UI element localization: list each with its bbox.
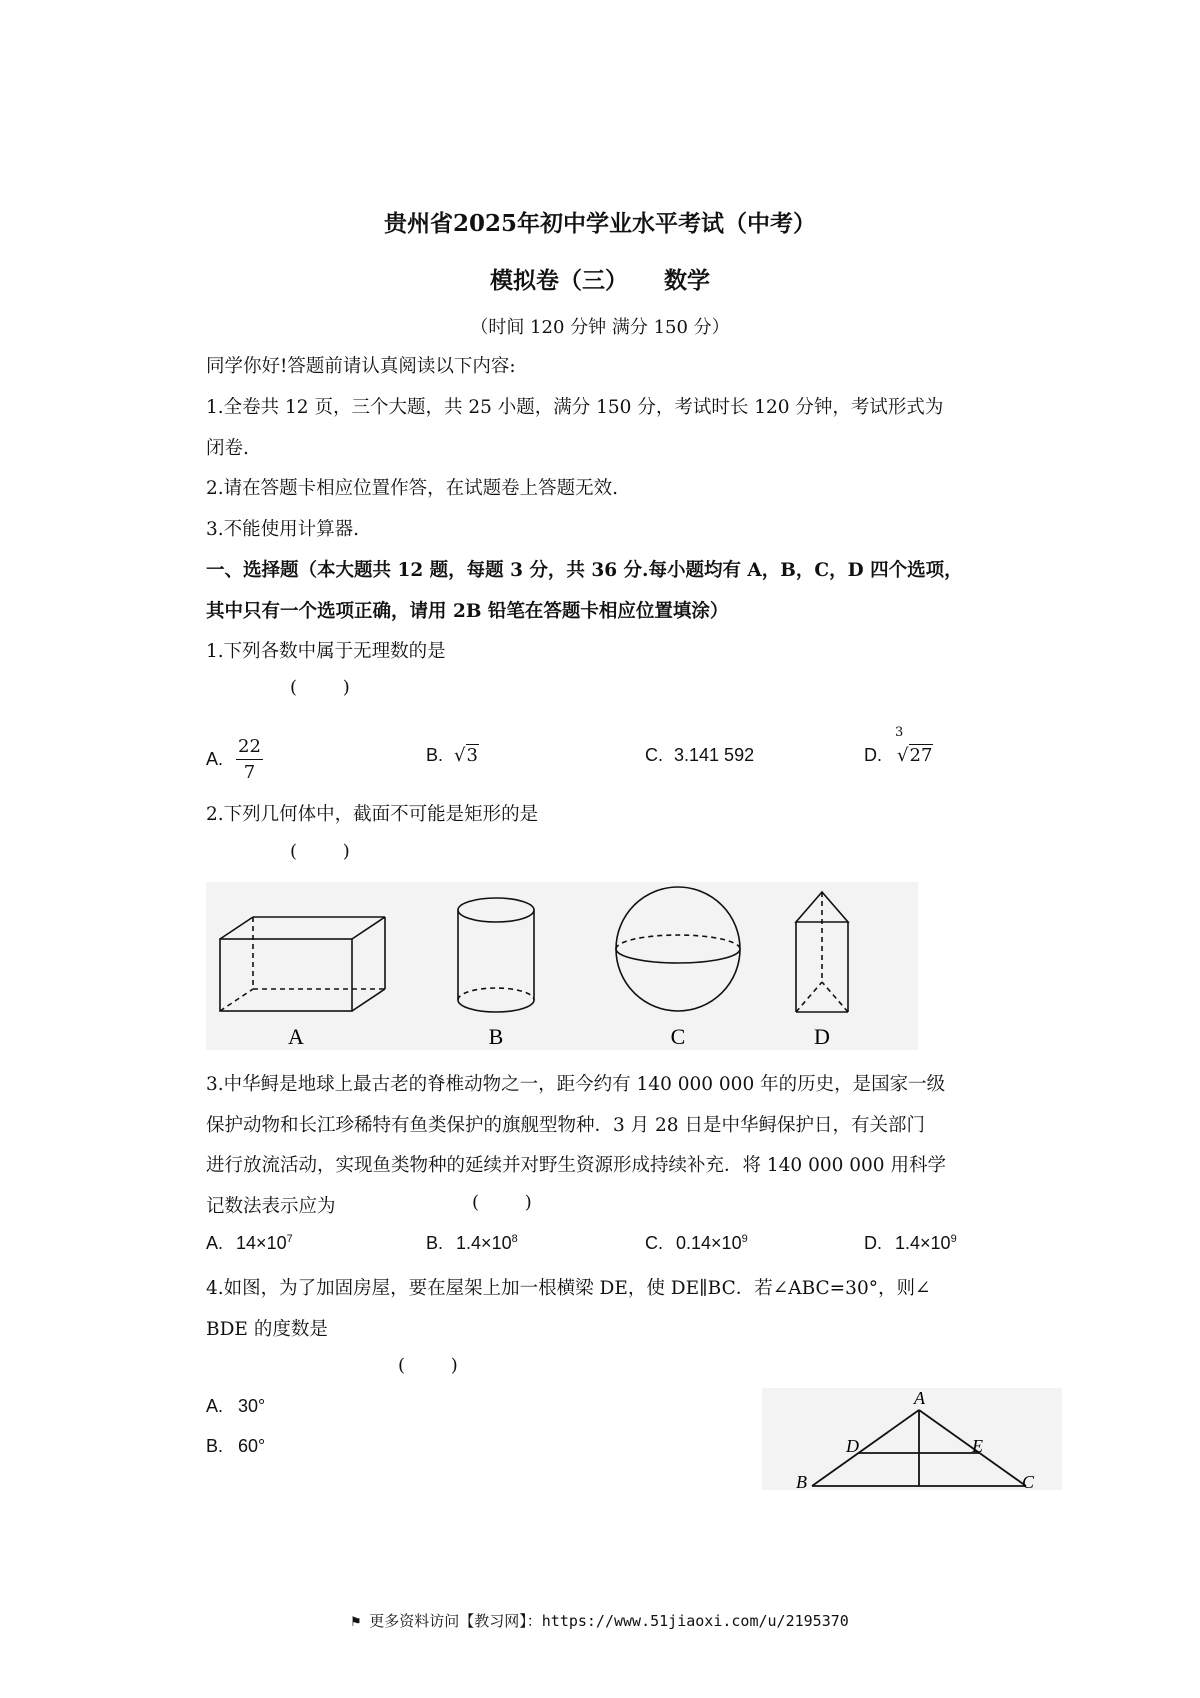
q3-option-d-base: 1.4×10 <box>895 1233 951 1253</box>
q1-option-a-numerator: 22 <box>236 738 263 760</box>
point-e-label: E <box>972 1436 983 1456</box>
exam-subtitle <box>0 262 1200 295</box>
q3-option-b-exponent: 8 <box>511 1233 518 1245</box>
q2-solids-figure <box>206 882 918 1050</box>
time-info: （时间 120 分钟 满分 150 分） <box>470 317 730 338</box>
q3-option-d-label: D. <box>864 1233 882 1253</box>
q3-option-c <box>645 1233 748 1254</box>
point-c-label: C <box>1022 1472 1035 1490</box>
solid-d-prism <box>796 892 848 1012</box>
q1-option-c <box>645 745 754 766</box>
q3-option-d <box>864 1233 957 1254</box>
q3-stem-line2: 保护动物和长江珍稀特有鱼类保护的旗舰型物种．3 月 28 日是中华鲟保护日，有关部门 <box>206 1115 925 1136</box>
q4-roof-truss-figure <box>762 1388 1062 1490</box>
q3-option-a-label: A. <box>206 1233 224 1253</box>
section1-header-line1: 一、选择题（本大题共 12 题，每题 3 分，共 36 分.每小题均有 A，B，C，D 四个选项， <box>206 560 963 581</box>
instruction-1-line1: 1.全卷共 12 页，三个大题，共 25 小题，满分 150 分，考试时长 120 分钟，考试形式为 <box>206 397 944 418</box>
q3-option-b <box>426 1233 518 1254</box>
q1-option-d: D. 3 √27 <box>864 725 933 766</box>
q1-option-b-label: B. <box>426 745 444 765</box>
section1-header-line2: 其中只有一个选项正确，请用 2B 铅笔在答题卡相应位置填涂） <box>206 601 729 622</box>
q1-option-c-value: 3.141 592 <box>674 745 755 765</box>
q3-option-b-base: 1.4×10 <box>456 1233 512 1253</box>
q3-option-a <box>206 1233 293 1254</box>
subtitle-subject: 数学 <box>664 267 710 294</box>
q1-option-b-radicand: 3 <box>466 745 478 766</box>
solid-c-label: C <box>670 1024 686 1049</box>
flag-icon: ⚑ <box>351 1612 361 1630</box>
q1-answer-paren: ( ) <box>290 677 350 698</box>
q3-stem-line4: 记数法表示应为 <box>206 1196 336 1217</box>
instruction-1-line2: 闭卷. <box>206 438 249 459</box>
exam-title: 贵州省2025年初中学业水平考试（中考） <box>383 210 816 237</box>
instructions-greeting: 同学你好!答题前请认真阅读以下内容: <box>206 356 516 377</box>
solid-d-label: D <box>814 1024 830 1049</box>
q1-stem: 1.下列各数中属于无理数的是 <box>206 641 446 662</box>
q3-option-b-label: B. <box>426 1233 444 1253</box>
solid-c-sphere <box>616 887 740 1011</box>
instruction-3: 3.不能使用计算器. <box>206 519 360 540</box>
q1-option-d-index: 3 <box>895 725 904 740</box>
footer-link[interactable] <box>0 1610 1200 1631</box>
q3-option-d-exponent: 9 <box>950 1233 957 1245</box>
q1-option-b: B. √3 <box>426 745 478 766</box>
truss-lines <box>812 1410 1026 1486</box>
q4-stem-line2: BDE 的度数是 <box>206 1319 328 1340</box>
point-a-label: A <box>914 1388 925 1408</box>
solid-a-label: A <box>288 1024 304 1049</box>
q3-option-c-label: C. <box>645 1233 663 1253</box>
solid-b-label: B <box>488 1024 504 1049</box>
q1-option-d-radicand: 27 <box>909 745 933 766</box>
q3-stem-line3: 进行放流活动，实现鱼类物种的延续并对野生资源形成持续补充．将 140 000 000 用科学 <box>206 1155 946 1176</box>
instruction-2: 2.请在答题卡相应位置作答，在试题卷上答题无效. <box>206 478 619 499</box>
q3-option-a-base: 14×10 <box>236 1233 287 1253</box>
point-d-label: D <box>846 1436 859 1456</box>
q2-answer-paren: ( ) <box>290 841 350 862</box>
q1-option-a-denominator: 7 <box>243 762 256 783</box>
q4-option-b: B. 60° <box>206 1436 266 1456</box>
q1-option-a-label: A. <box>206 748 224 769</box>
subtitle-paper: 模拟卷（三） <box>490 267 628 294</box>
solid-a-cuboid <box>220 917 385 1011</box>
q3-stem-line1: 3.中华鲟是地球上最古老的脊椎动物之一，距今约有 140 000 000 年的历史，是国家一级 <box>206 1074 946 1095</box>
q1-option-d-label: D. <box>864 745 882 765</box>
q2-stem: 2.下列几何体中，截面不可能是矩形的是 <box>206 804 539 825</box>
q1-option-c-label: C. <box>645 745 663 765</box>
q4-stem-line1: 4.如图，为了加固房屋，要在屋架上加一根横梁 DE，使 DE∥BC．若∠ABC=30°，则∠ <box>206 1278 931 1299</box>
q3-option-a-exponent: 7 <box>286 1233 293 1245</box>
q3-option-c-base: 0.14×10 <box>676 1233 742 1253</box>
q4-option-a: A. 30° <box>206 1396 266 1416</box>
q4-answer-paren: ( ) <box>398 1355 458 1376</box>
point-b-label: B <box>796 1472 807 1490</box>
solid-b-cylinder <box>458 898 534 1012</box>
q1-option-a <box>206 738 263 782</box>
q3-option-c-exponent: 9 <box>741 1233 748 1245</box>
q3-answer-paren: ( ) <box>472 1192 532 1213</box>
q1-option-a-fraction <box>236 738 263 782</box>
footer-text: 更多资料访问【教习网】：https://www.51jiaoxi.com/u/2195370 <box>369 1612 849 1630</box>
